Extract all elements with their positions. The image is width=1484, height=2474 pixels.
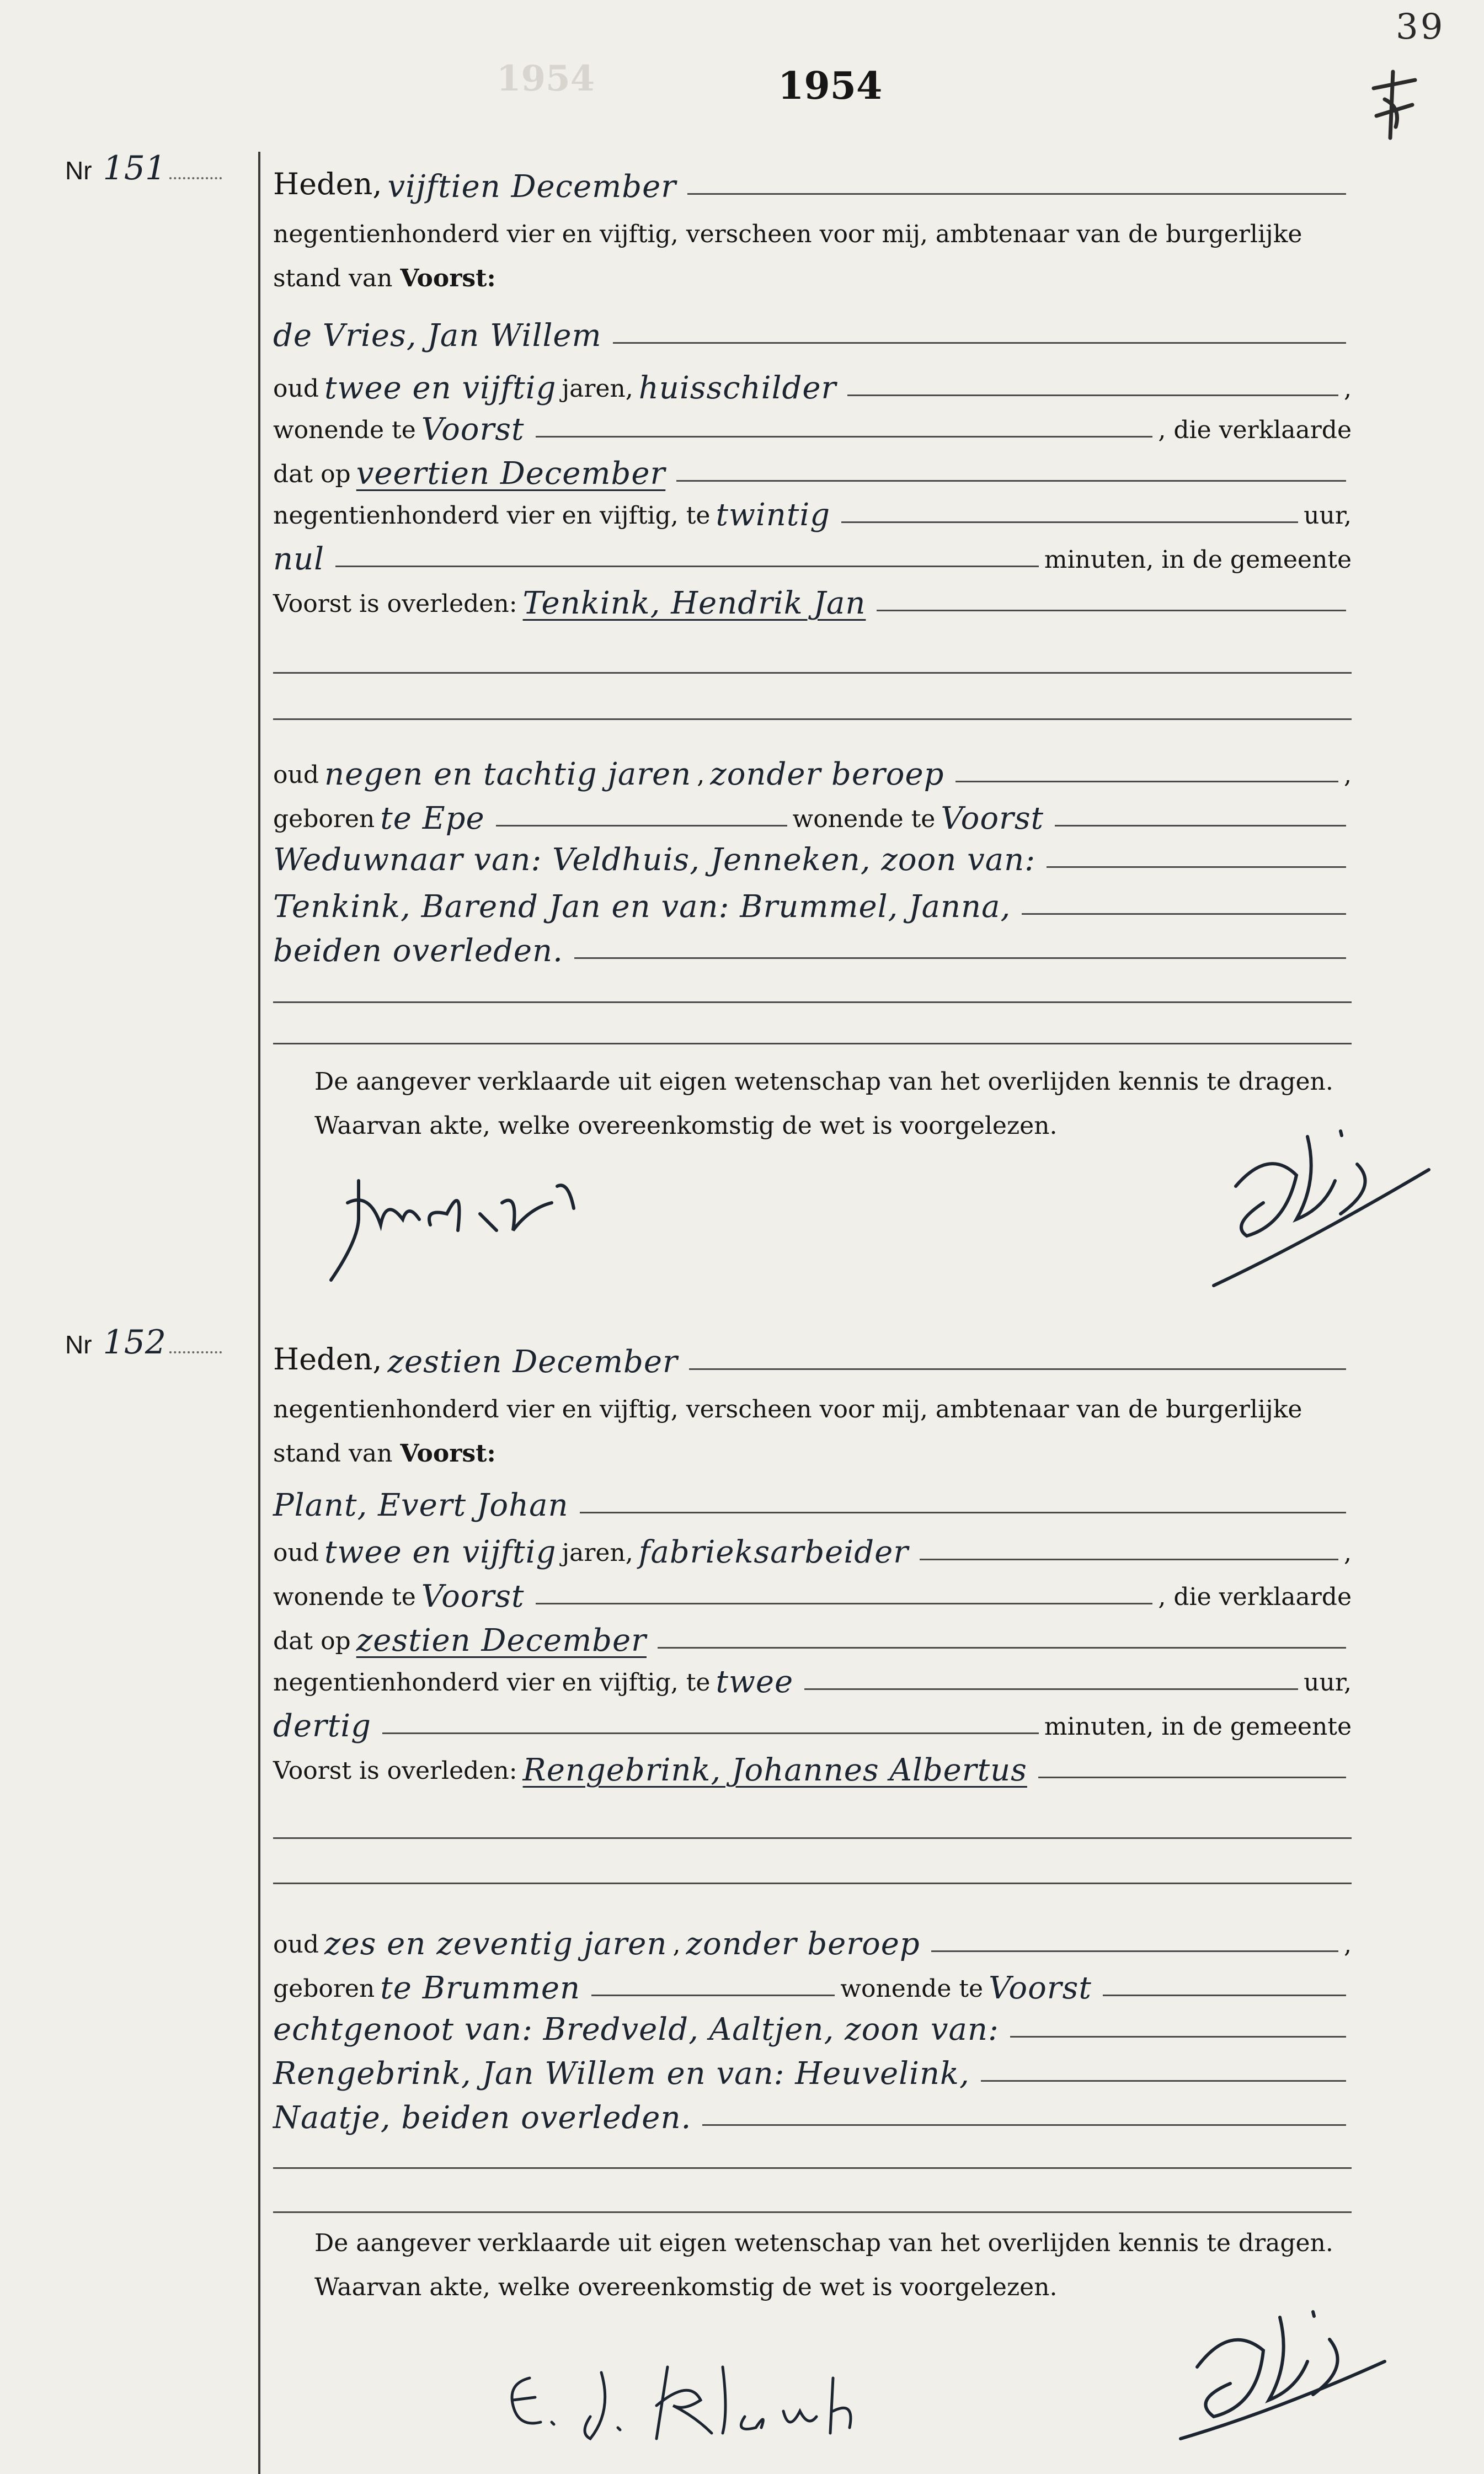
line-relations-3: Naatje, beiden overleden. <box>273 2083 1352 2132</box>
line-age: oud twee en vijftig jaren, huisschilder , <box>273 370 1352 406</box>
register-year: 1954 <box>778 64 883 108</box>
line-age: oud twee en vijftig jaren, fabrieksarbeider , <box>273 1534 1352 1570</box>
line-century: negentienhonderd vier en vijftig, verscheen voor mij, ambtenaar van de burgerlijke <box>273 1395 1302 1423</box>
closing-aangever: De aangever verklaarde uit eigen wetenschap van het overlijden kennis te dragen. <box>314 2229 1333 2257</box>
birthplace: te Brummen <box>380 1970 581 2006</box>
line-minutes: dertig minuten, in de gemeente <box>273 1708 1352 1744</box>
line-century: negentienhonderd vier en vijftig, verscheen voor mij, ambtenaar van de burgerlijke <box>273 220 1302 248</box>
deceased-age: zes en zeventig jaren <box>324 1926 668 1962</box>
line-relations-2: Rengebrink, Jan Willem en van: Heuvelink, <box>273 2039 1352 2088</box>
line-heden: Heden, zestien December <box>273 1327 1352 1377</box>
line-declarant <box>273 301 1352 354</box>
line-birthplace: geboren te Epe wonende te Voorst <box>273 783 1352 833</box>
declarant-occupation: huisschilder <box>638 370 837 406</box>
declarant-occupation: fabrieksarbeider <box>638 1534 909 1570</box>
declarant-residence: Voorst <box>421 1579 525 1614</box>
record-number-value: 152 <box>103 1323 167 1362</box>
official-signature-icon <box>1164 2290 1407 2455</box>
line-death-date: dat op zestien December <box>273 1606 1352 1655</box>
page-number: 39 <box>1396 7 1445 47</box>
record-number: Nr 151 <box>65 149 222 188</box>
death-hour: twee <box>716 1664 794 1700</box>
line-birthplace: geboren te Brummen wonende te Voorst <box>273 1953 1352 2003</box>
record-number: Nr 152 <box>65 1323 222 1362</box>
line-stand: stand van Voorst: <box>273 264 496 292</box>
deceased-occupation: zonder beroep <box>686 1926 920 1962</box>
closing-aangever: De aangever verklaarde uit eigen wetenschap van het overlijden kennis te dragen. <box>314 1068 1333 1096</box>
line-relations-1: echtgenoot van: Bredveld, Aaltjen, zoon van: <box>273 1995 1352 2044</box>
closing-waarvan: Waarvan akte, welke overeenkomstig de wet is voorgelezen. <box>314 2273 1058 2301</box>
declarant-age: twee en vijftig <box>324 1534 557 1570</box>
line-deceased: Voorst is overleden: Tenkink, Hendrik Jan <box>273 568 1352 618</box>
declarant-signature-icon <box>320 1148 629 1291</box>
record-number-value: 151 <box>103 149 167 188</box>
deceased-residence: Voorst <box>941 801 1044 836</box>
record-date: zestien December <box>387 1344 678 1380</box>
closing-waarvan: Waarvan akte, welke overeenkomstig de wet is voorgelezen. <box>314 1112 1058 1140</box>
declarant-age: twee en vijftig <box>324 370 557 406</box>
deceased-name: Tenkink, Hendrik Jan <box>522 585 866 621</box>
death-minutes: dertig <box>273 1708 372 1744</box>
deceased-occupation: zonder beroep <box>710 756 944 792</box>
record-date: vijftien December <box>387 169 676 205</box>
line-hour: negentienhonderd vier en vijftig, te twintig uur, <box>273 497 1352 533</box>
line-declarant <box>273 1470 1352 1523</box>
official-signature-icon <box>1197 1103 1440 1313</box>
line-stand: stand van Voorst: <box>273 1439 496 1468</box>
margin-rule <box>258 152 260 2474</box>
declarant-signature-icon <box>491 2345 910 2455</box>
line-residence: wonende te Voorst , die verklaarde <box>273 1579 1352 1614</box>
line-relations-2: Tenkink, Barend Jan en van: Brummel, Janna, <box>273 872 1352 921</box>
line-residence: wonende te Voorst , die verklaarde <box>273 412 1352 447</box>
line-heden: Heden, vijftien December <box>273 152 1352 201</box>
line-relations-3: beiden overleden. <box>273 916 1352 966</box>
bleed-through-year: 1954 <box>497 58 595 99</box>
deceased-name: Rengebrink, Johannes Albertus <box>522 1752 1027 1788</box>
line-deceased: Voorst is overleden: Rengebrink, Johannes Albertus <box>273 1735 1352 1785</box>
line-deceased-age: oud negen en tachtig jaren , zonder beroep , <box>273 756 1352 792</box>
death-hour: twintig <box>716 497 831 533</box>
deceased-age: negen en tachtig jaren <box>324 756 692 792</box>
line-death-date: dat op veertien December <box>273 439 1352 488</box>
declarant-name: de Vries, Jan Willem <box>273 318 602 354</box>
death-date: zestien December <box>356 1623 647 1659</box>
line-deceased-age: oud zes en zeventig jaren , zonder beroep , <box>273 1926 1352 1962</box>
death-minutes: nul <box>273 541 325 577</box>
line-hour: negentienhonderd vier en vijftig, te twee uur, <box>273 1664 1352 1700</box>
declarant-residence: Voorst <box>421 412 525 447</box>
death-date: veertien December <box>356 456 666 492</box>
declarant-name: Plant, Evert Johan <box>273 1487 569 1523</box>
line-minutes: nul minuten, in de gemeente <box>273 541 1352 577</box>
deceased-residence: Voorst <box>989 1970 1092 2006</box>
margin-mark-icon <box>1363 66 1423 143</box>
birthplace: te Epe <box>380 801 485 836</box>
line-relations-1: Weduwnaar van: Veldhuis, Jenneken, zoon van: <box>273 825 1352 875</box>
